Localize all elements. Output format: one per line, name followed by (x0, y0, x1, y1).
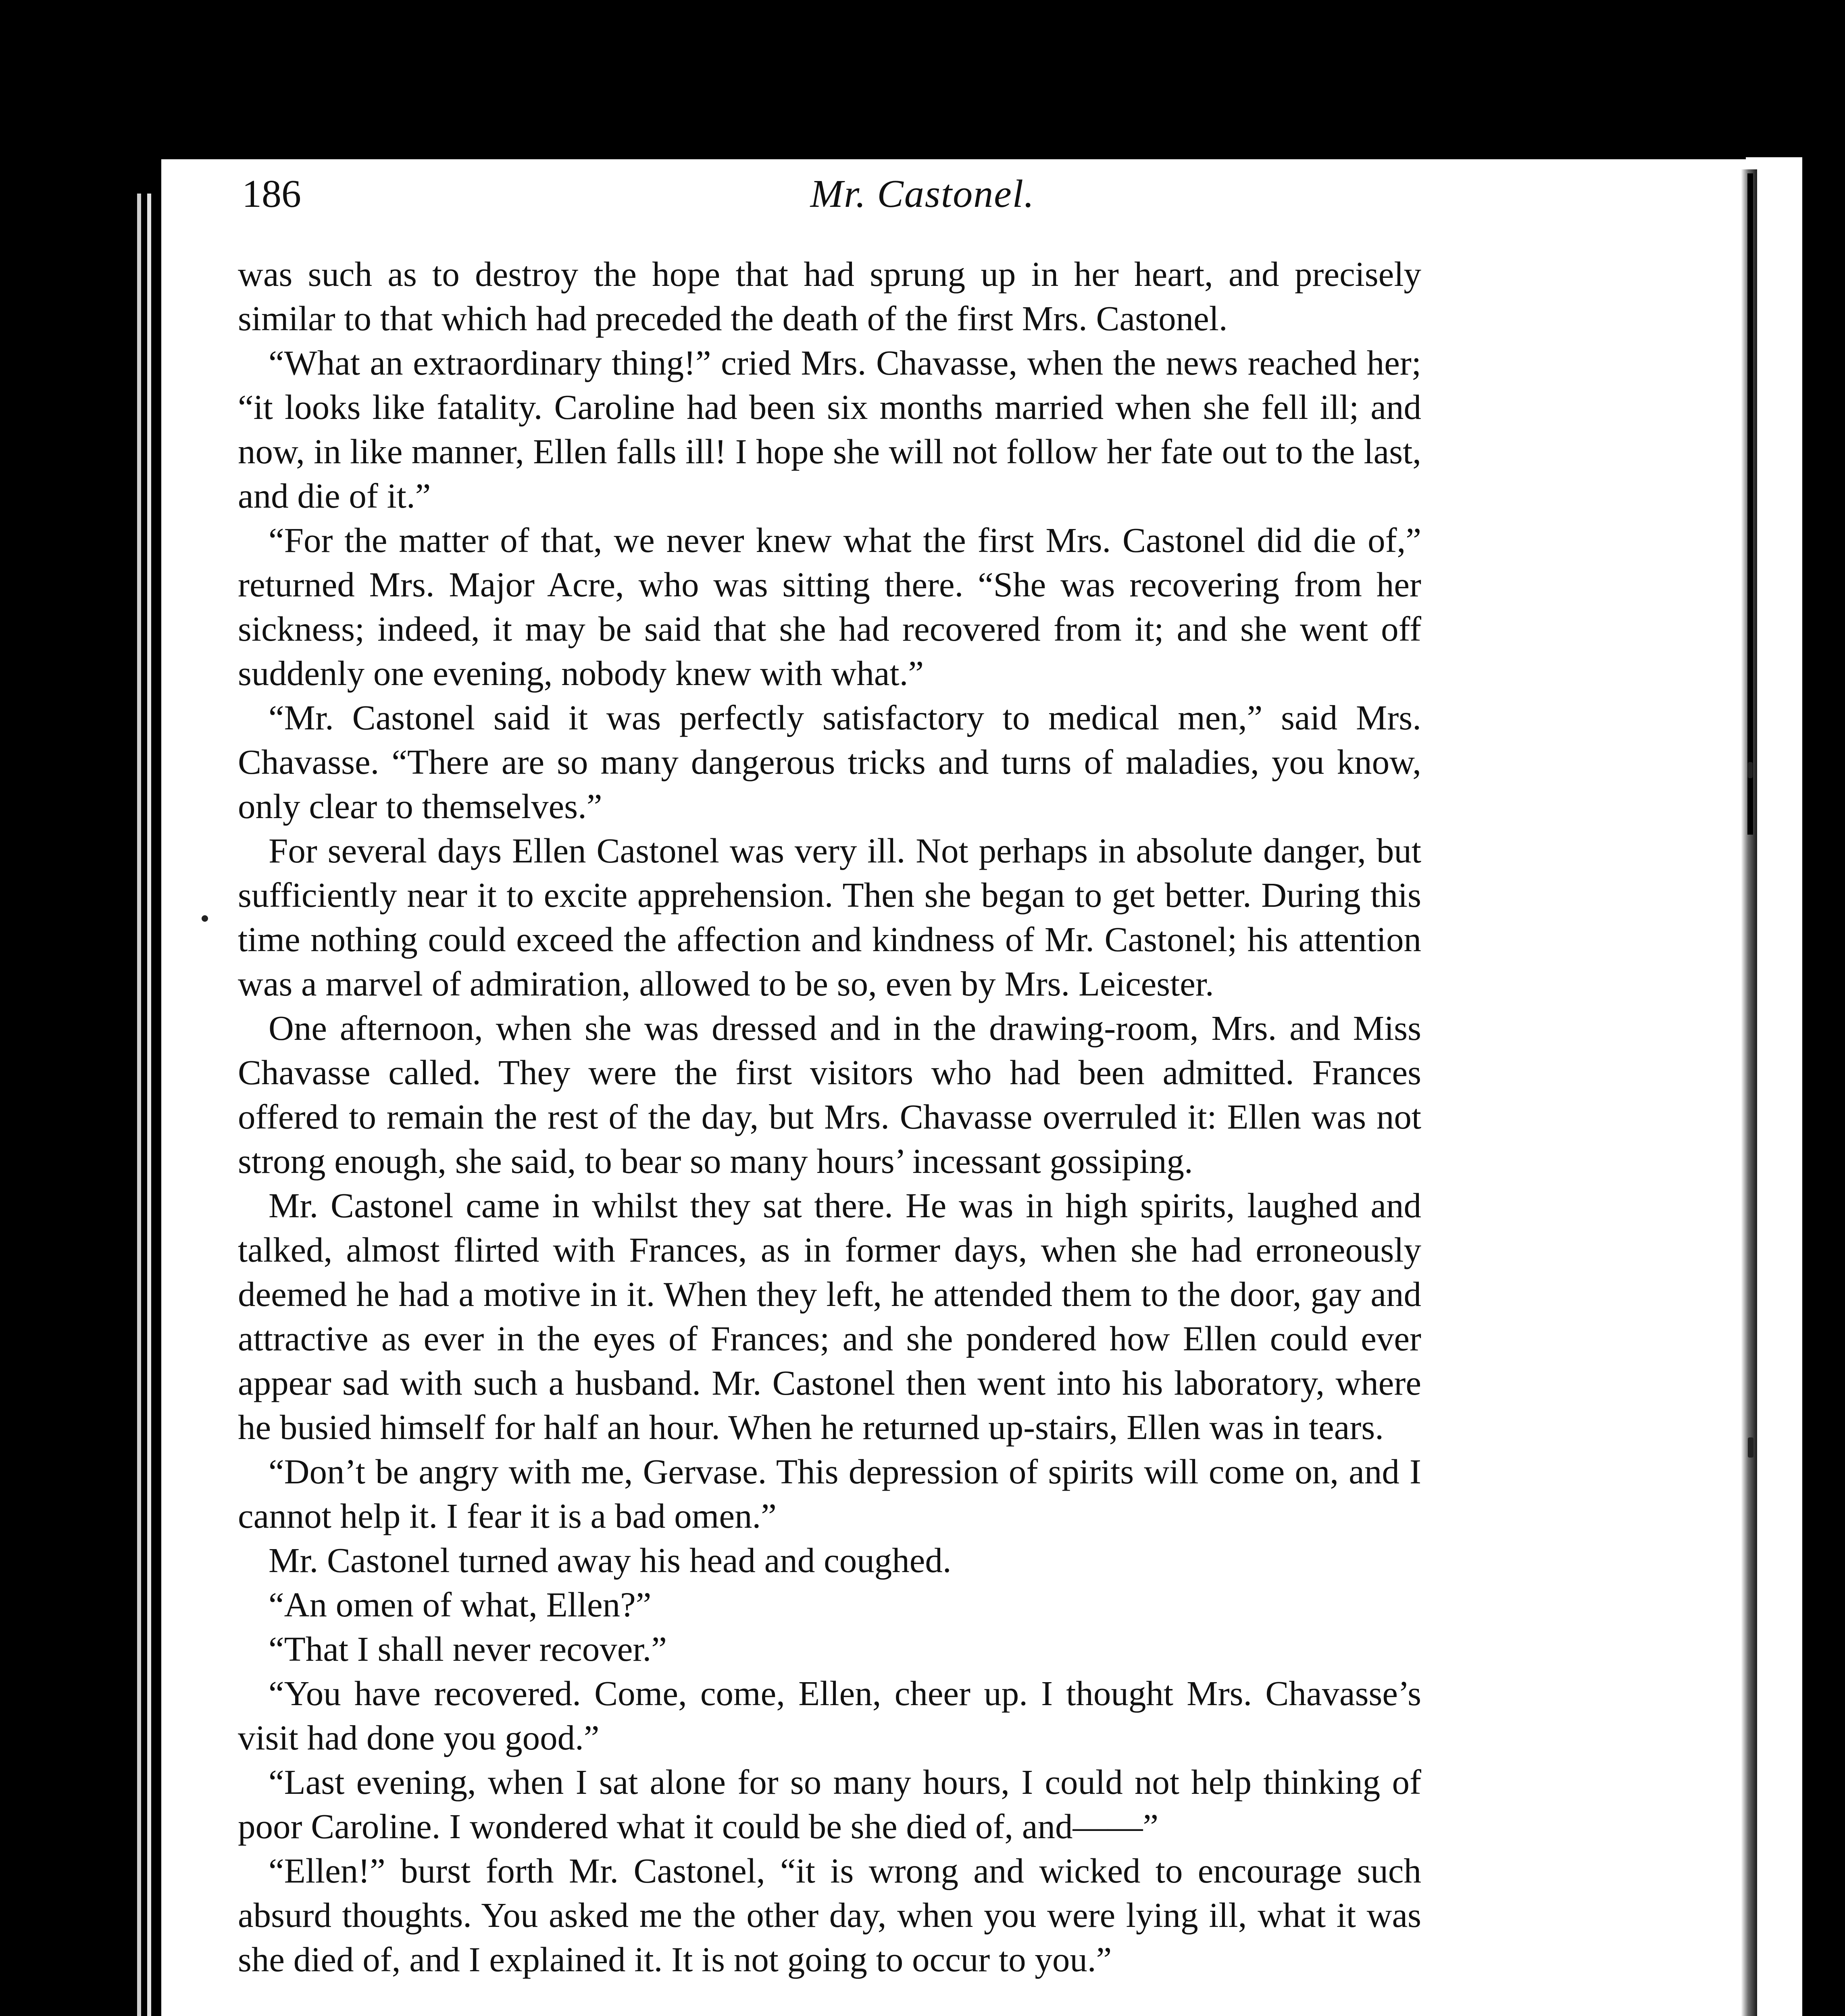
body-text (238, 252, 1421, 1982)
paragraph: “For the matter of that, we never knew what the first Mrs. Castonel did die of,” returned Mrs. Major Acre, who was sitting there. “She was recovering from her sickness; indeed, it may be said that she had recovered from it; and she went off suddenly one evening, nobody knew with what.” (238, 521, 1421, 693)
binding-dark-strip (1747, 173, 1753, 835)
page-header (0, 171, 1845, 244)
stray-ink-mark (202, 915, 208, 922)
stray-ink-mark (1748, 762, 1753, 778)
stray-ink-mark (1748, 1437, 1753, 1458)
paragraph: was such as to destroy the hope that had sprung up in her heart, and precisely similar to that which had preceded the death of the first Mrs. Castonel. (238, 254, 1421, 338)
paragraph: One afternoon, when she was dressed and in the drawing-room, Mrs. and Miss Chavasse called. They were the first visitors who had been admitted. Frances offered to remain the rest of the day, but Mrs. Chavasse overruled it: Ellen was not strong enough, she said, to bear so many hours’ incessant gossiping. (238, 1008, 1421, 1181)
page-number: 186 (242, 172, 301, 216)
paragraph: Mr. Castonel came in whilst they sat there. He was in high spirits, laughed and talked, almost flirted with Frances, as in former days, when she had erroneously deemed he had a motive in it. When they left, he attended them to the door, gay and attractive as ever in the eyes of Frances; and she pondered how Ellen could ever appear sad with such a husband. Mr. Castonel then went into his laboratory, where he busied himself for half an hour. When he returned up-stairs, Ellen was in tears. (238, 1186, 1421, 1447)
paragraph: “Mr. Castonel said it was perfectly satisfactory to medical men,” said Mrs. Chavasse. “There are so many dangerous tricks and turns of maladies, you know, only clear to themselves.” (238, 698, 1421, 826)
paragraph: For several days Ellen Castonel was very ill. Not perhaps in absolute danger, but sufficiently near it to excite apprehension. Then she began to get better. During this time nothing could exceed the affection and kindness of Mr. Castonel; his attention was a marvel of admiration, allowed to be so, even by Mrs. Leicester. (238, 831, 1421, 1003)
running-title: Mr. Castonel. (810, 172, 1035, 216)
paragraph: “Ellen!” burst forth Mr. Castonel, “it is wrong and wicked to encourage such absurd thoughts. You asked me the other day, when you were lying ill, what it was she died of, and I explained it. It is not going to occur to you.” (238, 1851, 1421, 1979)
page-edge-line (147, 194, 151, 2016)
paragraph: Mr. Castonel turned away his head and coughed. (269, 1541, 952, 1580)
paragraph: “Don’t be angry with me, Gervase. This depression of spirits will come on, and I cannot help it. I fear it is a bad omen.” (238, 1452, 1421, 1535)
paragraph: “Last evening, when I sat alone for so many hours, I could not help thinking of poor Caroline. I wondered what it could be she died of, and——” (238, 1762, 1421, 1846)
paragraph: “You have recovered. Come, come, Ellen, cheer up. I thought Mrs. Chavasse’s visit had done you good.” (238, 1674, 1421, 1757)
page-edge-line (137, 194, 141, 2016)
paragraph: “That I shall never recover.” (269, 1629, 667, 1668)
paragraph: “What an extraordinary thing!” cried Mrs. Chavasse, when the news reached her; “it looks like fatality. Caroline had been six months married when she fell ill; and now, in like manner, Ellen falls ill! I hope she will not follow her fate out to the last, and die of it.” (238, 343, 1421, 515)
paragraph: “An omen of what, Ellen?” (269, 1585, 652, 1624)
